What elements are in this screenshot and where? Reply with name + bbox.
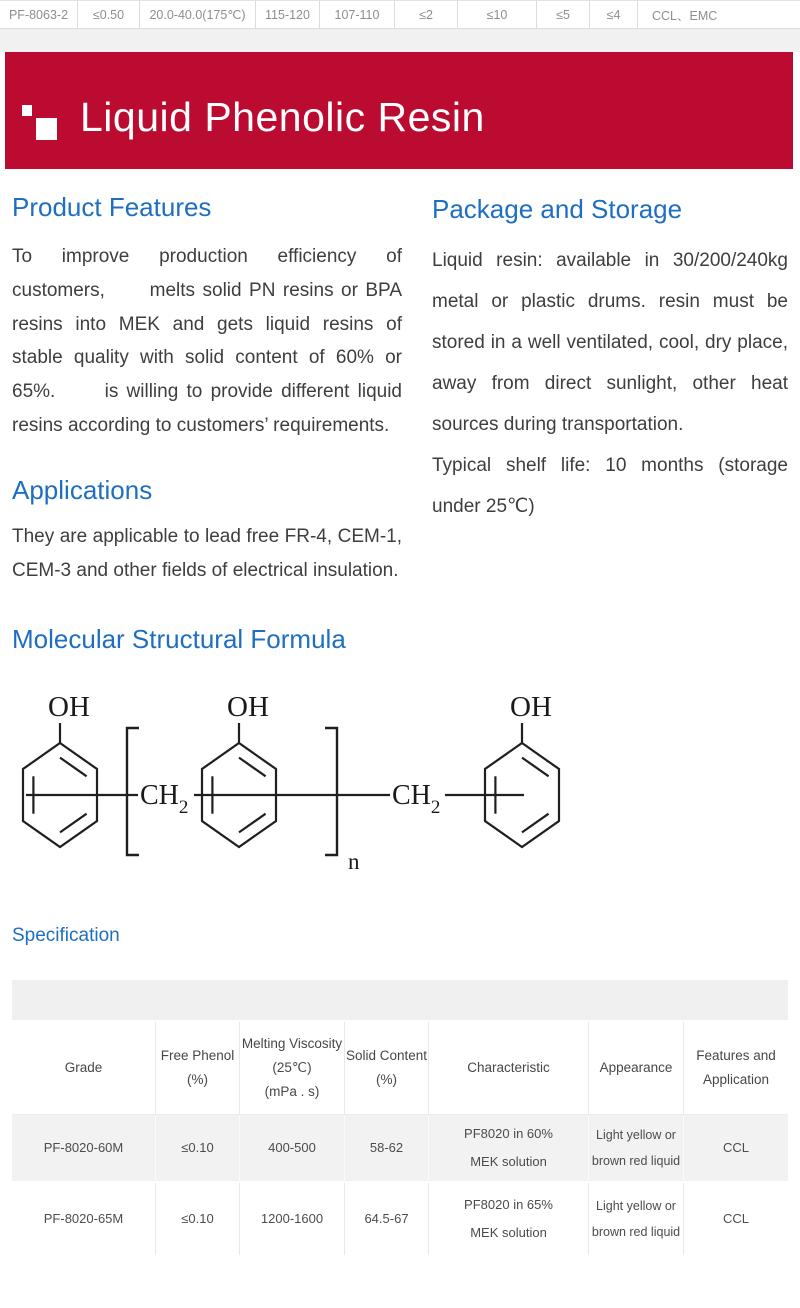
shelf-life-text: Typical shelf life: 10 months (storage under 25℃)	[432, 455, 788, 518]
page-title: Liquid Phenolic Resin	[80, 94, 485, 140]
oh-label: OH	[48, 691, 90, 724]
squares-logo-icon	[36, 118, 57, 140]
table-cell: ≤0.50	[78, 1, 140, 28]
specification-table	[12, 980, 788, 1255]
table-header-row	[12, 1022, 788, 1115]
repeat-count-label: n	[348, 849, 360, 875]
appearance-cell: Light yellow or brown red liquid	[589, 1183, 684, 1255]
specification-heading: Specification	[12, 925, 120, 947]
left-bracket	[127, 728, 139, 855]
oh-label: OH	[227, 691, 269, 724]
package-storage-text: Liquid resin: available in 30/200/240kg metal or plastic drums. resin must be stored in a well ventilated, cool, dry place, away from direct sunlight, other heat sources during transportation.	[432, 250, 788, 436]
molecular-formula-heading: Molecular Structural Formula	[12, 624, 346, 655]
section-banner	[5, 52, 793, 169]
applications-heading: Applications	[12, 474, 153, 505]
characteristic-cell: PF8020 in 60% MEK solution	[429, 1115, 589, 1181]
column-header: Melting Viscosity (25℃) (mPa . s)	[240, 1022, 345, 1114]
table-cell: ≤5	[537, 1, 590, 28]
characteristic-cell: PF8020 in 65% MEK solution	[429, 1183, 589, 1255]
package-storage-heading: Package and Storage	[432, 194, 683, 224]
grade-cell: PF-8020-60M	[12, 1115, 156, 1181]
table-row	[12, 1115, 788, 1183]
table-cell: PF-8063-2	[0, 1, 78, 28]
oh-label: OH	[510, 691, 552, 724]
ch2-label: $CH_2$	[392, 780, 441, 819]
squares-logo-icon	[22, 105, 32, 116]
appearance-cell: Light yellow or brown red liquid	[589, 1115, 684, 1181]
viscosity-cell: 1200-1600	[240, 1183, 345, 1255]
molecular-structure-diagram	[12, 683, 632, 895]
table-cell: ≤2	[395, 1, 458, 28]
table-top-band	[12, 980, 788, 1022]
column-header: Solid Content (%)	[345, 1022, 429, 1114]
table-row	[12, 1183, 788, 1255]
table-cell: 20.0-40.0(175℃)	[140, 1, 256, 28]
solid-content-cell: 64.5-67	[345, 1183, 429, 1255]
applications-text: They are applicable to lead free FR-4, CEM-1, CEM-3 and other fields of electrical insulation.	[12, 525, 402, 582]
table-cell: 115-120	[256, 1, 320, 28]
column-header: Grade	[12, 1022, 156, 1114]
free-phenol-cell: ≤0.10	[156, 1183, 240, 1255]
product-features-heading: Product Features	[12, 192, 212, 222]
left-column	[12, 169, 402, 588]
grade-cell: PF-8020-65M	[12, 1183, 156, 1255]
viscosity-cell: 400-500	[240, 1115, 345, 1181]
empty-table-row	[0, 29, 800, 52]
column-header: Characteristic	[429, 1022, 589, 1114]
table-cell: 107-110	[320, 1, 395, 28]
features-cell: CCL	[722, 1139, 749, 1155]
column-header: Free Phenol (%)	[156, 1022, 240, 1114]
column-header: Appearance	[589, 1022, 684, 1114]
previous-page-table-row	[0, 0, 800, 29]
product-features-text: To improve production efficiency of customers, melts solid PN resins or BPA resins into MEK and gets liquid resins of stable quality with solid content of 60% or 65%. is willing to provide different liquid resins according to customers’ requirements.	[12, 246, 402, 437]
table-cell: CCL、EMC	[652, 8, 718, 23]
column-header: Features and Application	[696, 1047, 776, 1088]
ch2-label: $CH_2$	[140, 780, 189, 819]
table-cell: ≤4	[590, 1, 638, 28]
solid-content-cell: 58-62	[345, 1115, 429, 1181]
free-phenol-cell: ≤0.10	[156, 1115, 240, 1181]
table-cell: ≤10	[458, 1, 537, 28]
features-cell: CCL	[722, 1210, 749, 1226]
right-column	[432, 169, 788, 588]
right-bracket	[325, 728, 337, 855]
